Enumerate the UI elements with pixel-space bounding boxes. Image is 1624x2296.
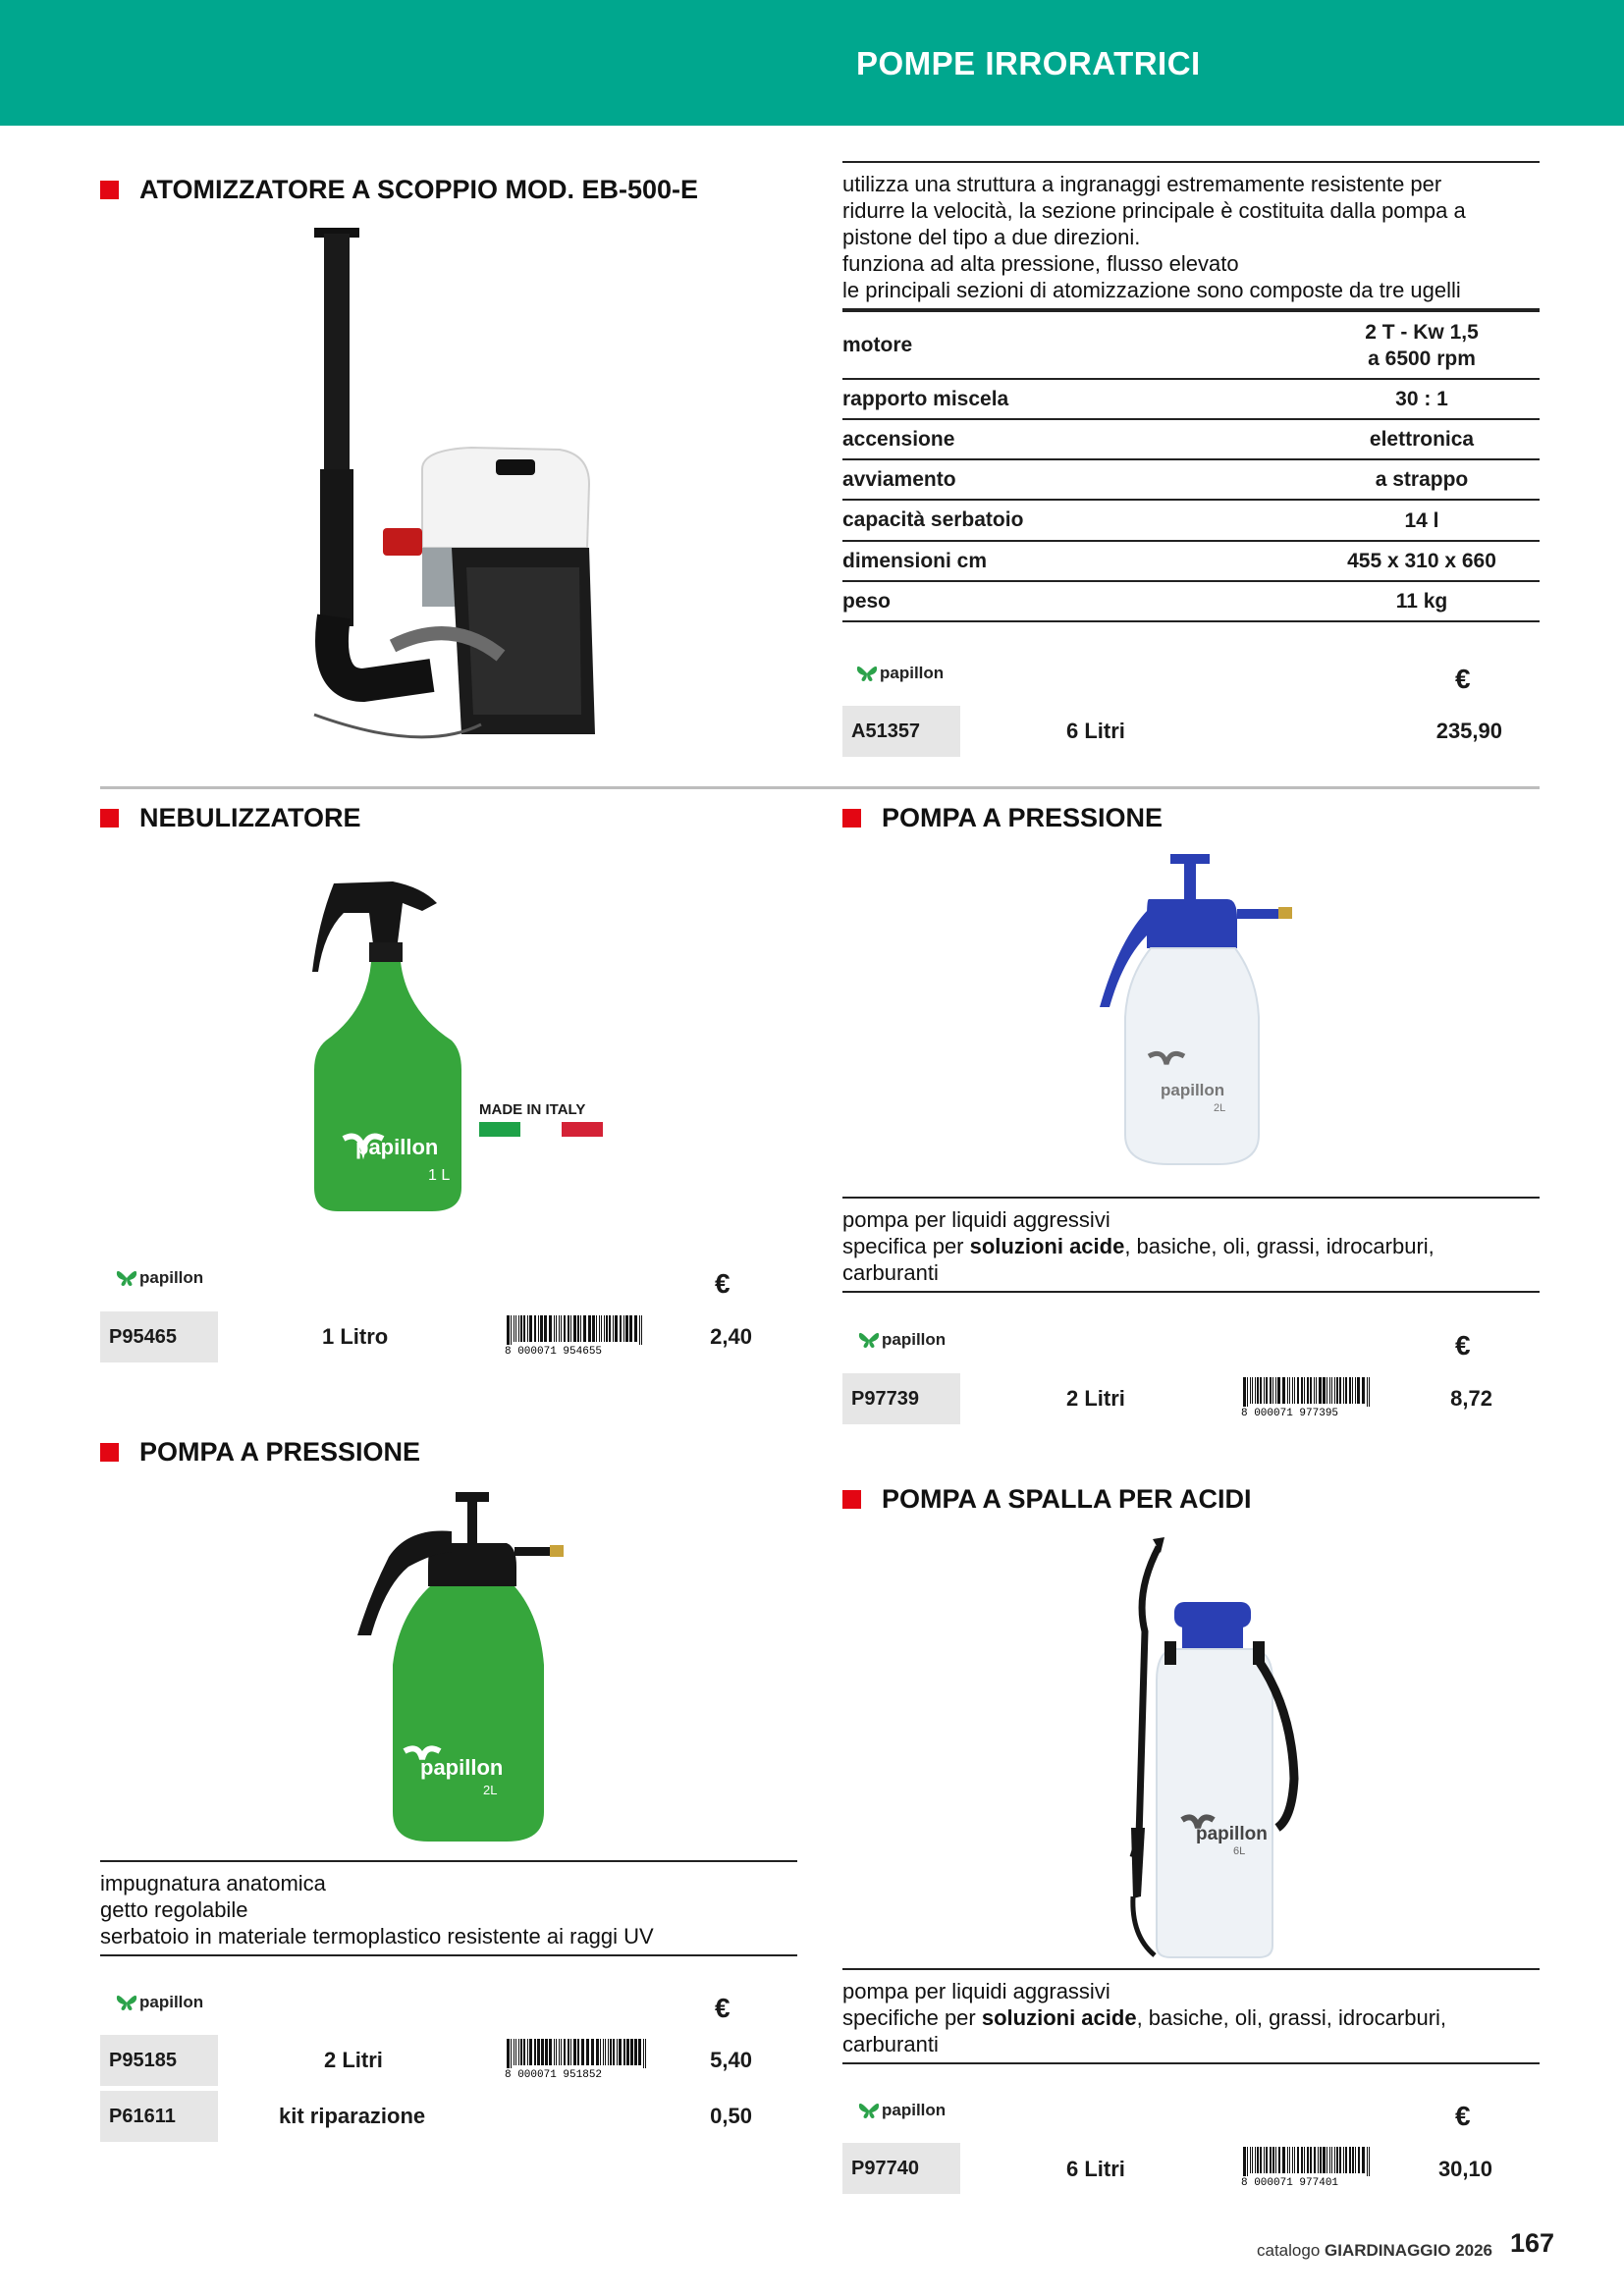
barcode-bar [1369, 1377, 1370, 1407]
product-code: P97739 [842, 1373, 960, 1424]
barcode-bar [1264, 1377, 1265, 1404]
product-size: kit riparazione [279, 2104, 426, 2128]
barcode-bar [520, 1315, 522, 1342]
bottle-brand: papillon [1161, 1081, 1225, 1099]
atomizzatore-image [304, 224, 599, 754]
barcode-bar [549, 1315, 552, 1342]
page-number: 167 [1510, 2228, 1555, 2258]
barcode-bar [617, 2039, 618, 2065]
barcode-bar [1326, 1377, 1327, 1404]
barcode-bar [639, 1315, 640, 1345]
barcode-bar [634, 2039, 637, 2065]
product-size: 2 Litri [324, 2048, 383, 2072]
barcode-bar [645, 2039, 646, 2068]
barcode-bar [1369, 2147, 1370, 2176]
barcode-bar [561, 1315, 562, 1342]
bottle-size: 6L [1233, 1845, 1246, 1857]
currency-symbol: € [1455, 664, 1471, 694]
barcode-bar [581, 2039, 584, 2065]
barcode-bar [541, 2039, 544, 2065]
spec-row: rapporto miscela 30 : 1 [842, 380, 1540, 420]
product-code: P61611 [100, 2091, 218, 2142]
butterfly-icon [858, 2101, 880, 2120]
barcode-bar [1349, 2147, 1351, 2173]
barcode-bar [626, 2039, 629, 2065]
product-size: 1 Litro [322, 1324, 389, 1349]
section-bullet [100, 1443, 119, 1462]
barcode-bar [641, 1315, 642, 1345]
barcode-bar [634, 1315, 637, 1342]
barcode-bar [1272, 1377, 1273, 1404]
made-in-italy-label: MADE IN ITALY [479, 1101, 586, 1118]
spec-row: motore 2 T - Kw 1,5 a 6500 rpm [842, 312, 1540, 380]
pompa-spalla-description: pompa per liquidi aggrassivi specifiche per soluzioni acide, basiche, oli, grassi, idrocarburi, carburanti [842, 1968, 1540, 2064]
barcode-bar [1349, 1377, 1351, 1404]
barcode-bar [507, 2039, 510, 2068]
barcode-bar [1287, 2147, 1288, 2173]
barcode-bar [544, 1315, 547, 1342]
section-title-pompa-pressione-verde: POMPA A PRESSIONE [100, 1437, 420, 1468]
barcode-bar [1358, 2147, 1360, 2173]
barcode-bar [1331, 1377, 1332, 1404]
barcode-bar [603, 2039, 604, 2065]
barcode-bar [1272, 2147, 1274, 2173]
product-price: 0,50 [710, 2104, 752, 2128]
barcode-bar [573, 1315, 576, 1342]
barcode-bar [1339, 1377, 1341, 1404]
barcode-bar [564, 1315, 566, 1342]
barcode-bar [1336, 2147, 1338, 2173]
barcode-bar [613, 1315, 614, 1342]
barcode-bar [577, 1315, 579, 1342]
product-size: 2 Litri [1066, 1386, 1125, 1411]
barcode [505, 1315, 650, 1355]
barcode-bar [529, 2039, 532, 2065]
barcode-bar [1323, 1377, 1326, 1404]
barcode-bar [623, 1315, 624, 1342]
barcode-bar [559, 2039, 560, 2065]
barcode-bar [592, 1315, 595, 1342]
barcode-bar [561, 2039, 562, 2065]
butterfly-icon [116, 1993, 137, 2012]
barcode-bar [507, 1315, 510, 1345]
barcode-bar [1304, 2147, 1305, 2173]
barcode-bar [1250, 1377, 1251, 1404]
currency-symbol: € [715, 1993, 731, 2023]
barcode-bar [1301, 1377, 1303, 1404]
barcode-bar [1270, 2147, 1272, 2173]
barcode-bar [1355, 1377, 1356, 1404]
barcode-bar [1362, 1377, 1365, 1404]
currency-symbol: € [1455, 1330, 1471, 1361]
barcode-bar [1292, 1377, 1293, 1404]
barcode-bar [559, 1315, 560, 1342]
product-code: A51357 [842, 706, 960, 757]
spec-row: peso 11 kg [842, 582, 1540, 622]
barcode-bar [1282, 1377, 1285, 1404]
barcode-bar [540, 1315, 543, 1342]
barcode-bar [1277, 1377, 1280, 1404]
barcode-bar [1362, 2147, 1365, 2173]
barcode-bar [591, 2039, 594, 2065]
barcode-bar [1367, 2147, 1368, 2176]
section-bullet [842, 809, 861, 828]
barcode-bar [1301, 2147, 1303, 2173]
barcode-bar [577, 2039, 579, 2065]
barcode-bar [570, 2039, 571, 2065]
barcode-bar [568, 2039, 569, 2065]
product-code: P97740 [842, 2143, 960, 2194]
section-bullet [100, 809, 119, 828]
barcode-bar [1339, 2147, 1341, 2173]
barcode-bar [1323, 2147, 1326, 2173]
barcode-bar [1334, 2147, 1335, 2173]
pompa-spalla-image [1076, 1533, 1302, 1965]
barcode-bar [620, 1315, 622, 1342]
barcode-bar [1252, 1377, 1253, 1404]
barcode-bar [605, 2039, 606, 2065]
barcode-bar [1289, 2147, 1290, 2173]
barcode-bar [1243, 1377, 1246, 1407]
flag-green [479, 1122, 520, 1137]
barcode-bar [1345, 1377, 1347, 1404]
barcode-bar [1307, 2147, 1309, 2173]
product-code: P95465 [100, 1311, 218, 1362]
svg-text:8 000071 954655: 8 000071 954655 [505, 1346, 603, 1355]
barcode-bar [1326, 2147, 1327, 2173]
barcode-bar [1329, 1377, 1330, 1404]
barcode-bar [1310, 1377, 1312, 1404]
barcode-bar [1260, 2147, 1262, 2173]
brand-logo: papillon [856, 664, 944, 683]
currency-symbol: € [715, 1268, 731, 1299]
barcode-bar [1329, 2147, 1330, 2173]
barcode-bar [599, 1315, 600, 1342]
barcode-bar [615, 1315, 618, 1342]
section-bullet [100, 181, 119, 199]
pompa-pressione-blu-image [1090, 850, 1296, 1184]
barcode-bar [1252, 2147, 1253, 2173]
barcode-bar [554, 2039, 555, 2065]
barcode-bar [601, 1315, 602, 1342]
barcode-bar [1266, 2147, 1268, 2173]
barcode-bar [1270, 1377, 1272, 1404]
barcode-bar [604, 1315, 605, 1342]
product-size: 6 Litri [1066, 2157, 1125, 2181]
barcode-bar [1310, 2147, 1312, 2173]
barcode-bar [623, 2039, 625, 2065]
barcode-bar [1314, 1377, 1315, 1404]
spec-row: avviamento a strappo [842, 460, 1540, 501]
barcode-bar [1247, 2147, 1248, 2176]
brand-logo: papillon [858, 1330, 946, 1350]
barcode-bar [1316, 1377, 1317, 1404]
barcode-bar [1275, 2147, 1276, 2173]
barcode-bar [523, 1315, 525, 1342]
barcode-bar [1294, 2147, 1295, 2173]
barcode-bar [1257, 2147, 1259, 2173]
barcode-bar [1345, 2147, 1347, 2173]
barcode-bar [1297, 2147, 1299, 2173]
section-divider [100, 786, 1540, 789]
barcode-bar [1266, 1377, 1268, 1404]
barcode-bar [534, 1315, 536, 1342]
barcode-bar [518, 2039, 519, 2065]
barcode-bar [1243, 2147, 1246, 2176]
barcode-bar [1367, 1377, 1368, 1407]
barcode-bar [564, 2039, 566, 2065]
barcode-bar [608, 2039, 609, 2065]
nebulizzatore-image [304, 874, 471, 1217]
barcode-bar [1264, 2147, 1265, 2173]
barcode-bar [1352, 2147, 1354, 2173]
section-bullet [842, 1490, 861, 1509]
barcode-bar [596, 1315, 597, 1342]
brand-logo: papillon [116, 1993, 203, 2012]
barcode-bar [1343, 1377, 1344, 1404]
barcode-bar [625, 1315, 628, 1342]
product-price: 5,40 [710, 2048, 752, 2072]
barcode-bar [1331, 2147, 1332, 2173]
barcode-bar [511, 1315, 512, 1345]
barcode-bar [1297, 1377, 1299, 1404]
svg-text:8 000071 951852: 8 000071 951852 [505, 2069, 603, 2078]
barcode-bar [556, 1315, 557, 1342]
barcode-bar [1275, 1377, 1276, 1404]
barcode-bar [1247, 1377, 1248, 1407]
barcode-bar [630, 2039, 633, 2065]
barcode-bar [518, 1315, 519, 1342]
spec-row: capacità serbatoio 14 l [842, 501, 1540, 542]
barcode-bar [545, 2039, 548, 2065]
barcode-bar [1307, 1377, 1309, 1404]
barcode [1241, 2147, 1386, 2186]
barcode-bar [1257, 1377, 1259, 1404]
barcode-bar [570, 1315, 571, 1342]
product-code: P95185 [100, 2035, 218, 2086]
barcode-bar [1357, 1377, 1360, 1404]
product-price: 2,40 [710, 1324, 752, 1349]
barcode-bar [527, 2039, 528, 2065]
barcode-bar [523, 2039, 525, 2065]
spec-table [842, 310, 1540, 622]
barcode-bar [1289, 1377, 1290, 1404]
barcode-bar [1334, 1377, 1335, 1404]
brand-logo: papillon [858, 2101, 946, 2120]
barcode-bar [638, 2039, 641, 2065]
barcode-bar [643, 2039, 644, 2068]
section-title-atomizzatore: ATOMIZZATORE A SCOPPIO MOD. EB-500-E [100, 175, 698, 205]
product-price: 30,10 [1437, 2157, 1492, 2181]
barcode-bar [1282, 2147, 1285, 2173]
barcode-bar [573, 2039, 576, 2065]
barcode-bar [606, 1315, 608, 1342]
barcode [505, 2039, 650, 2078]
bottle-size: 1 L [428, 1167, 451, 1184]
barcode-bar [610, 2039, 612, 2065]
barcode-bar [580, 1315, 581, 1342]
barcode-bar [1255, 2147, 1256, 2173]
atomizzatore-description: utilizza una struttura a ingranaggi estremamente resistente per ridurre la velocità, la sezione principale è costituita dalla pompa a pistone del tipo a due direzioni. funziona ad alta pressione, flusso elevato le principali sezioni di atomizzazione sono composte da tre ugelli [842, 161, 1540, 310]
section-title-nebulizzatore: NEBULIZZATORE [100, 803, 361, 833]
barcode-bar [1292, 2147, 1293, 2173]
section-title-pompa-spalla: POMPA A SPALLA PER ACIDI [842, 1484, 1252, 1515]
product-price: 8,72 [1450, 1386, 1492, 1411]
barcode-bar [619, 2039, 622, 2065]
barcode-bar [554, 1315, 555, 1342]
bottle-brand: papillon [1196, 1824, 1268, 1844]
barcode-bar [568, 1315, 569, 1342]
bottle-brand: papillon [355, 1135, 439, 1159]
barcode-bar [529, 1315, 532, 1342]
spec-row: dimensioni cm 455 x 310 x 660 [842, 542, 1540, 582]
barcode-bar [1314, 2147, 1316, 2173]
spec-row: accensione elettronica [842, 420, 1540, 460]
barcode-bar [1278, 2147, 1280, 2173]
svg-text:8 000071 977401: 8 000071 977401 [1241, 2177, 1339, 2186]
barcode-bar [588, 1315, 591, 1342]
barcode-bar [515, 1315, 516, 1342]
barcode-bar [596, 2039, 599, 2065]
currency-symbol: € [1455, 2101, 1471, 2131]
barcode-bar [556, 2039, 557, 2065]
barcode-bar [600, 2039, 601, 2065]
barcode-bar [1287, 1377, 1288, 1404]
barcode-bar [520, 2039, 522, 2065]
butterfly-icon [856, 664, 878, 683]
product-size: 6 Litri [1066, 719, 1125, 743]
barcode-bar [1336, 1377, 1338, 1404]
barcode-bar [1250, 2147, 1251, 2173]
butterfly-icon [116, 1268, 137, 1288]
barcode-bar [1320, 2147, 1322, 2173]
barcode-bar [629, 1315, 632, 1342]
bottle-size: 2L [1214, 1102, 1226, 1114]
pompa-pressione-verde-image [350, 1488, 566, 1851]
barcode-bar [538, 1315, 539, 1342]
barcode-bar [1304, 1377, 1305, 1404]
butterfly-icon [858, 1330, 880, 1350]
brand-logo: papillon [116, 1268, 203, 1288]
barcode-bar [1260, 1377, 1262, 1404]
page-header [0, 0, 1624, 126]
barcode-bar [549, 2039, 552, 2065]
bottle-size: 2L [483, 1783, 498, 1797]
page-title: POMPE IRRORATRICI [856, 45, 1201, 81]
barcode-bar [1352, 1377, 1353, 1404]
svg-text:8 000071 977395: 8 000071 977395 [1241, 1408, 1339, 1416]
flag-red [562, 1122, 603, 1137]
barcode-bar [1355, 2147, 1356, 2173]
barcode-bar [537, 2039, 540, 2065]
barcode-bar [511, 2039, 512, 2068]
footer-catalog: catalogo GIARDINAGGIO 2026 [1257, 2241, 1493, 2260]
bottle-brand: papillon [420, 1755, 504, 1780]
barcode-bar [586, 2039, 589, 2065]
barcode-bar [1343, 2147, 1344, 2173]
barcode-bar [1294, 1377, 1295, 1404]
pompa-pressione-blu-description: pompa per liquidi aggressivi specifica per soluzioni acide, basiche, oli, grassi, idrocarburi, carburanti [842, 1197, 1540, 1293]
pompa-pressione-verde-description: impugnatura anatomica getto regolabile serbatoio in materiale termoplastico resistente ai raggi UV [100, 1860, 797, 1956]
barcode-bar [515, 2039, 516, 2065]
barcode-bar [609, 1315, 611, 1342]
product-price: 235,90 [1435, 719, 1502, 743]
barcode-bar [1319, 1377, 1322, 1404]
barcode-bar [1255, 1377, 1256, 1404]
barcode-bar [613, 2039, 615, 2065]
barcode [1241, 1377, 1386, 1416]
barcode-bar [1318, 2147, 1319, 2173]
barcode-bar [534, 2039, 536, 2065]
section-title-pompa-pressione-blu: POMPA A PRESSIONE [842, 803, 1163, 833]
barcode-bar [583, 1315, 586, 1342]
barcode-bar [527, 1315, 528, 1342]
